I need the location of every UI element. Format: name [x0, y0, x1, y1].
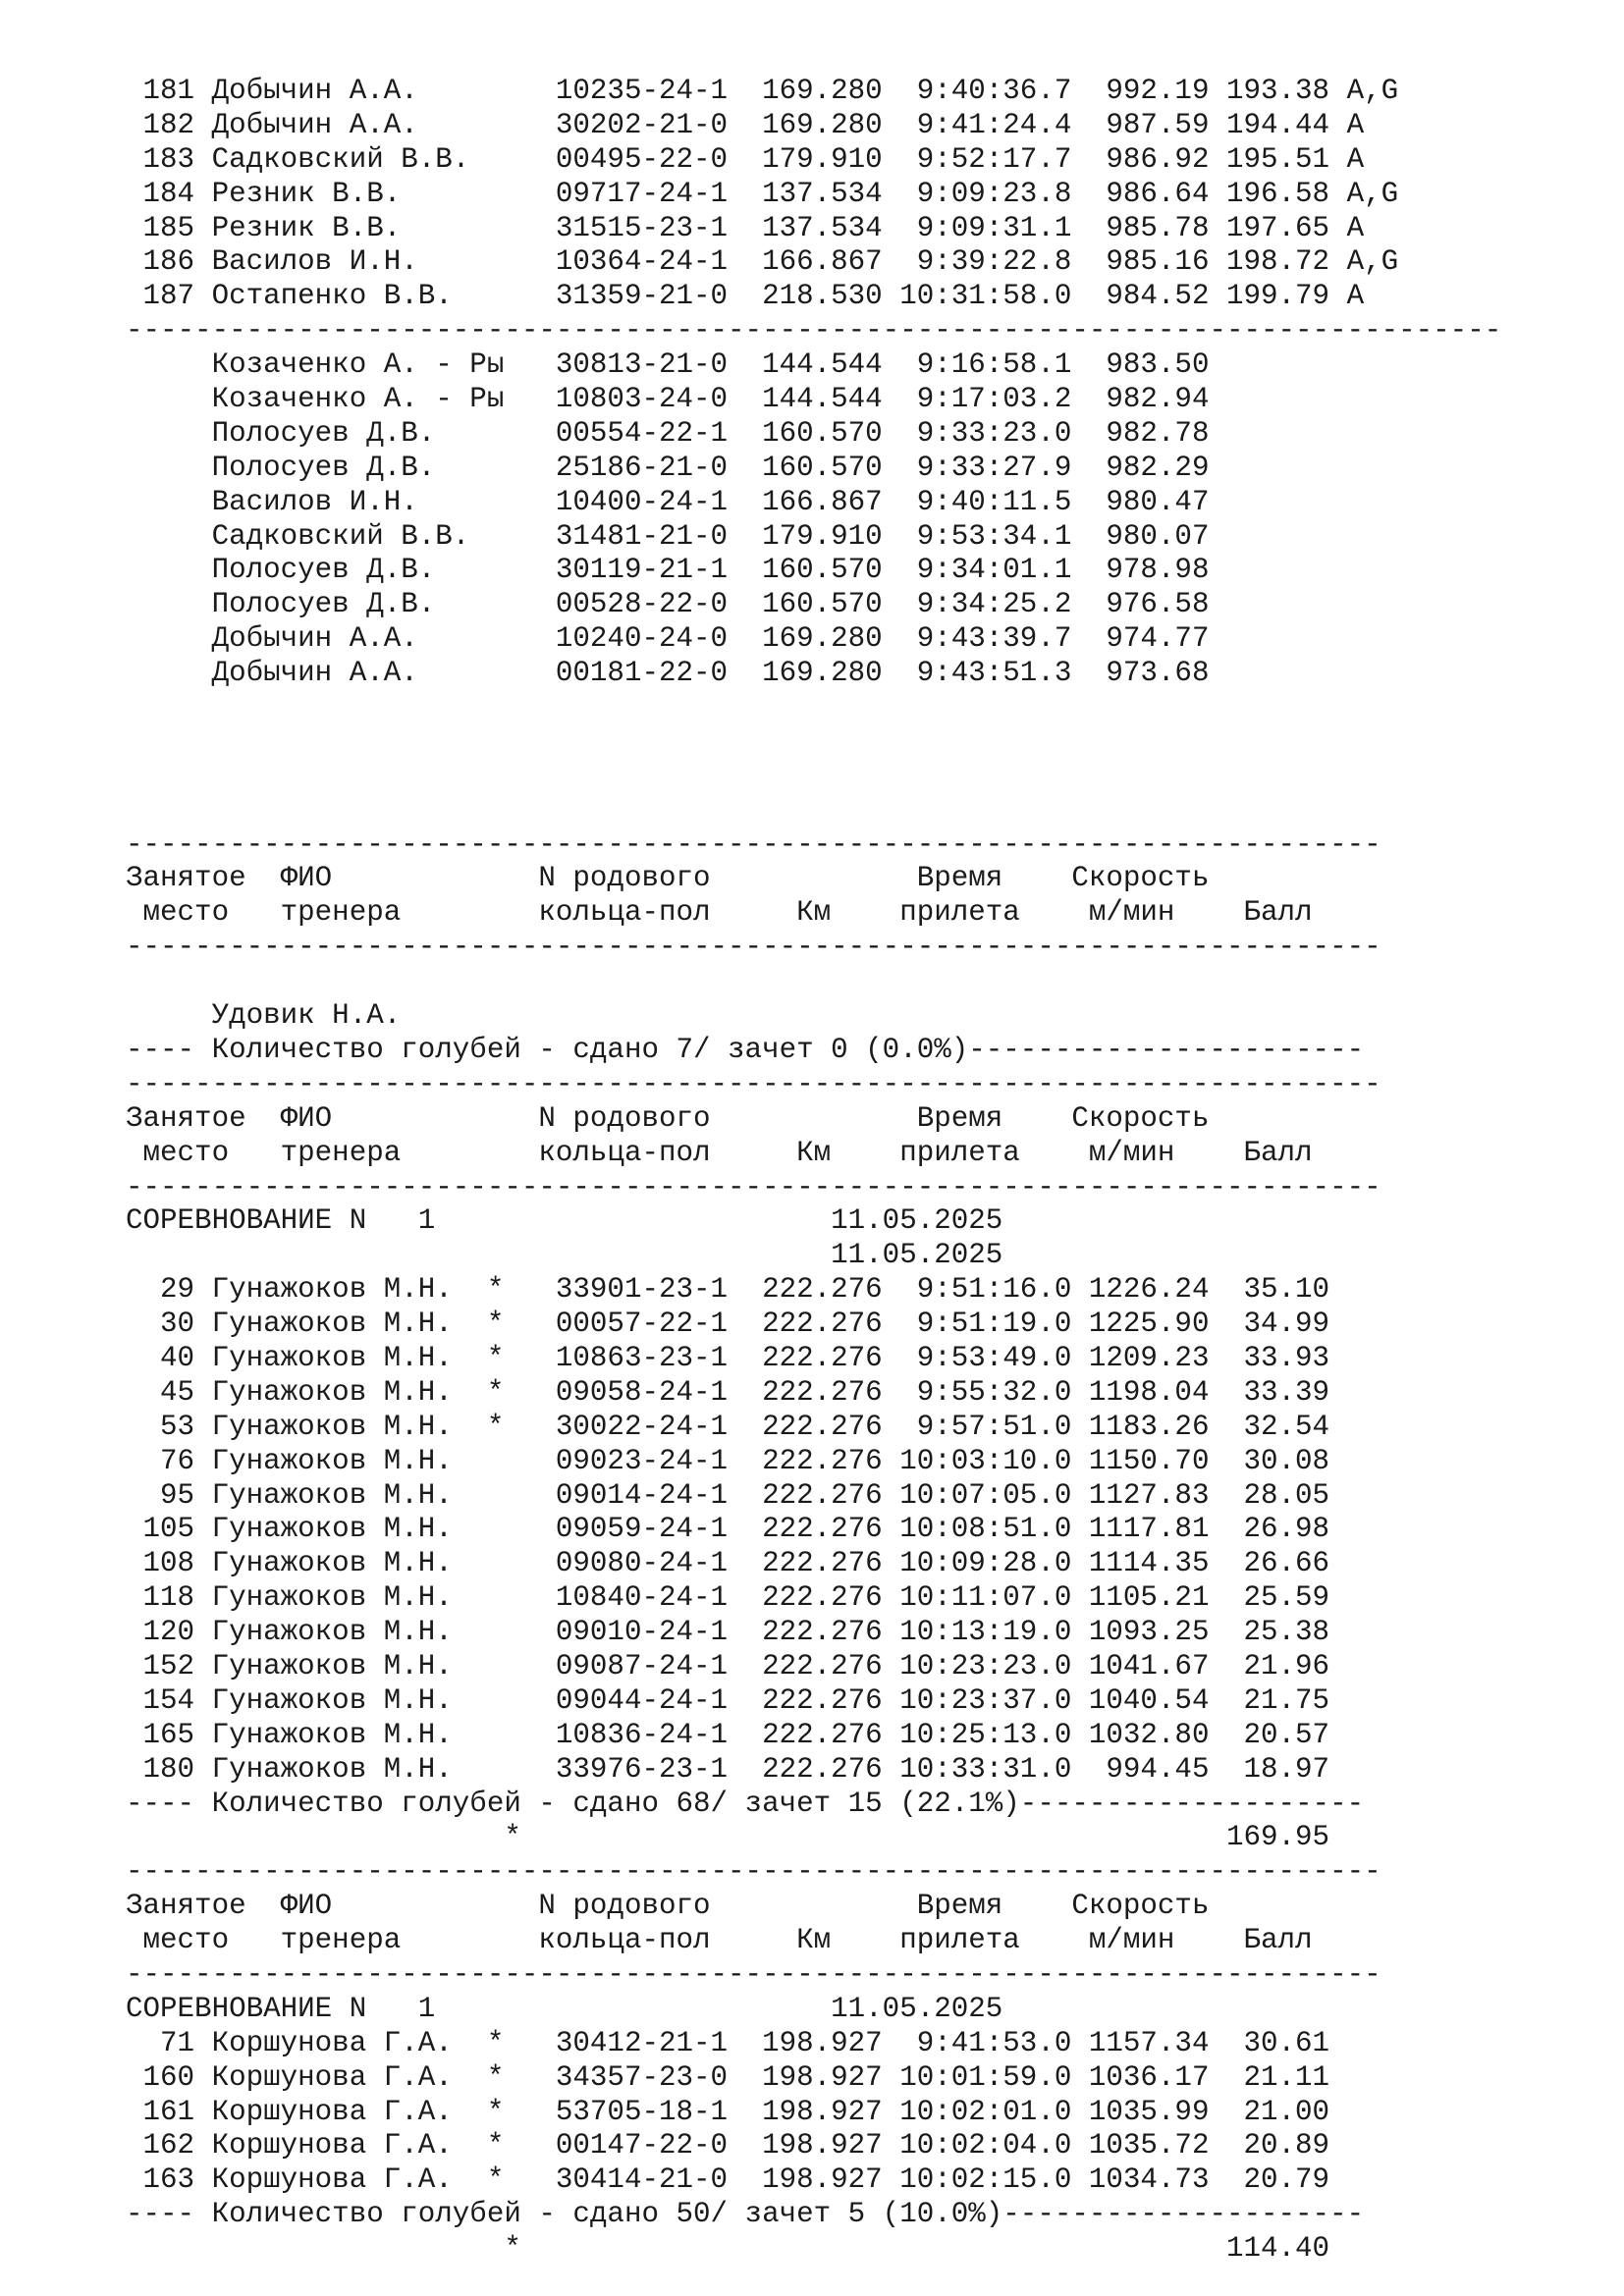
text-line: Полосуев Д.В. 25186-21-0 160.570 9:33:27.9 982.29 [126, 451, 1210, 484]
text-line: ------------------------------------------------------------------------- [126, 1957, 1381, 1991]
text-line [126, 760, 1501, 794]
text-line: 152 Гунажоков М.Н. 09087-24-1 222.276 10:23:23.0 1041.67 21.96 [126, 1649, 1330, 1682]
text-line: ---- Количество голубей - сдано 68/ зачет 15 (22.1%)-------------------- [126, 1787, 1365, 1820]
text-line: 161 Коршунова Г.А. * 53705-18-1 198.927 10:02:01.0 1035.99 21.00 [126, 2095, 1330, 2128]
text-line: 45 Гунажоков М.Н. * 09058-24-1 222.276 9:55:32.0 1198.04 33.39 [126, 1375, 1330, 1409]
text-line: Добычин А.А. 00181-22-0 169.280 9:43:51.3 973.68 [126, 657, 1210, 690]
text-line: ------------------------------------------------------------------------- [126, 1855, 1381, 1889]
text-line [126, 691, 1501, 725]
text-line: место тренера кольца-пол Км прилета м/мин Балл [126, 896, 1313, 930]
text-line: СОРЕВНОВАНИЕ N 1 11.05.2025 [126, 1204, 1003, 1238]
text-line: 71 Коршунова Г.А. * 30412-21-1 198.927 9:41:53.0 1157.34 30.61 [126, 2026, 1330, 2059]
text-line: ---- Количество голубей - сдано 50/ зачет 5 (10.0%)--------------------- [126, 2198, 1365, 2231]
text-line: 53 Гунажоков М.Н. * 30022-24-1 222.276 9:57:51.0 1183.26 32.54 [126, 1410, 1330, 1443]
results-listing [126, 75, 1501, 2267]
text-line: 30 Гунажоков М.Н. * 00057-22-1 222.276 9:51:19.0 1225.90 34.99 [126, 1308, 1330, 1341]
text-line: 118 Гунажоков М.Н. 10840-24-1 222.276 10:11:07.0 1105.21 25.59 [126, 1581, 1330, 1615]
text-line: 105 Гунажоков М.Н. 09059-24-1 222.276 10:08:51.0 1117.81 26.98 [126, 1513, 1330, 1546]
text-line: 163 Коршунова Г.А. * 30414-21-0 198.927 10:02:15.0 1034.73 20.79 [126, 2163, 1330, 2197]
text-line: Полосуев Д.В. 30119-21-1 160.570 9:34:01.1 978.98 [126, 554, 1210, 587]
text-line: 108 Гунажоков М.Н. 09080-24-1 222.276 10:09:28.0 1114.35 26.66 [126, 1547, 1330, 1580]
text-line: 40 Гунажоков М.Н. * 10863-23-1 222.276 9:53:49.0 1209.23 33.93 [126, 1341, 1330, 1374]
text-line: Козаченко А. - Ры 10803-24-0 144.544 9:17:03.2 982.94 [126, 383, 1210, 416]
text-line: 29 Гунажоков М.Н. * 33901-23-1 222.276 9:51:16.0 1226.24 35.10 [126, 1273, 1330, 1307]
text-line: * 169.95 [126, 1821, 1330, 1854]
text-line: ------------------------------------------------------------------------- [126, 828, 1381, 861]
text-line: место тренера кольца-пол Км прилета м/мин Балл [126, 1136, 1313, 1169]
text-line: Занятое ФИО N родового Время Скорость [126, 862, 1210, 895]
text-line: Козаченко А. - Ры 30813-21-0 144.544 9:16:58.1 983.50 [126, 348, 1210, 382]
text-line: * 114.40 [126, 2232, 1330, 2266]
text-line: 154 Гунажоков М.Н. 09044-24-1 222.276 10:23:37.0 1040.54 21.75 [126, 1683, 1330, 1717]
text-line: 162 Коршунова Г.А. * 00147-22-0 198.927 10:02:04.0 1035.72 20.89 [126, 2129, 1330, 2163]
text-line: СОРЕВНОВАНИЕ N 1 11.05.2025 [126, 1992, 1003, 2025]
text-line: 165 Гунажоков М.Н. 10836-24-1 222.276 10:25:13.0 1032.80 20.57 [126, 1718, 1330, 1751]
text-line: ------------------------------------------------------------------------- [126, 1067, 1381, 1100]
text-line: Садковский В.В. 31481-21-0 179.910 9:53:34.1 980.07 [126, 519, 1210, 553]
text-line: ---- Количество голубей - сдано 7/ зачет 0 (0.0%)----------------------- [126, 1033, 1365, 1066]
text-line: 160 Коршунова Г.А. * 34357-23-0 198.927 10:01:59.0 1036.17 21.11 [126, 2060, 1330, 2094]
text-line: ------------------------------------------------------------------------- [126, 1170, 1381, 1203]
text-line [126, 965, 1501, 999]
text-line: 183 Садковский В.В. 00495-22-0 179.910 9:52:17.7 986.92 195.51 A [126, 142, 1365, 176]
text-line: 184 Резник В.В. 09717-24-1 137.534 9:09:23.8 986.64 196.58 A,G [126, 177, 1399, 210]
text-line: Добычин А.А. 10240-24-0 169.280 9:43:39.7 974.77 [126, 622, 1210, 656]
text-line: 180 Гунажоков М.Н. 33976-23-1 222.276 10:33:31.0 994.45 18.97 [126, 1752, 1330, 1786]
text-line: Полосуев Д.В. 00554-22-1 160.570 9:33:23.0 982.78 [126, 416, 1210, 450]
text-line: Удовик Н.А. [126, 999, 402, 1033]
text-line: -------------------------------------------------------------------------------- [126, 314, 1502, 347]
text-line: 95 Гунажоков М.Н. 09014-24-1 222.276 10:07:05.0 1127.83 28.05 [126, 1478, 1330, 1512]
text-line: 185 Резник В.В. 31515-23-1 137.534 9:09:31.1 985.78 197.65 A [126, 211, 1365, 244]
text-line: Занятое ФИО N родового Время Скорость [126, 1890, 1210, 1923]
text-line: Василов И.Н. 10400-24-1 166.867 9:40:11.5 980.47 [126, 485, 1210, 518]
text-line: ------------------------------------------------------------------------- [126, 931, 1381, 964]
text-line: 182 Добычин А.А. 30202-21-0 169.280 9:41:24.4 987.59 194.44 A [126, 108, 1365, 141]
text-line: 120 Гунажоков М.Н. 09010-24-1 222.276 10:13:19.0 1093.25 25.38 [126, 1616, 1330, 1649]
text-line: 76 Гунажоков М.Н. 09023-24-1 222.276 10:03:10.0 1150.70 30.08 [126, 1444, 1330, 1477]
text-line [126, 725, 1501, 760]
text-line: место тренера кольца-пол Км прилета м/мин Балл [126, 1924, 1313, 1957]
text-line: 186 Василов И.Н. 10364-24-1 166.867 9:39:22.8 985.16 198.72 A,G [126, 245, 1399, 279]
text-line: 187 Остапенко В.В. 31359-21-0 218.530 10:31:58.0 984.52 199.79 A [126, 280, 1365, 313]
text-line [126, 794, 1501, 828]
text-line: 11.05.2025 [126, 1239, 1003, 1272]
text-line: Полосуев Д.В. 00528-22-0 160.570 9:34:25.2 976.58 [126, 588, 1210, 621]
text-line: 181 Добычин А.А. 10235-24-1 169.280 9:40:36.7 992.19 193.38 A,G [126, 75, 1399, 107]
text-line: Занятое ФИО N родового Время Скорость [126, 1101, 1210, 1135]
